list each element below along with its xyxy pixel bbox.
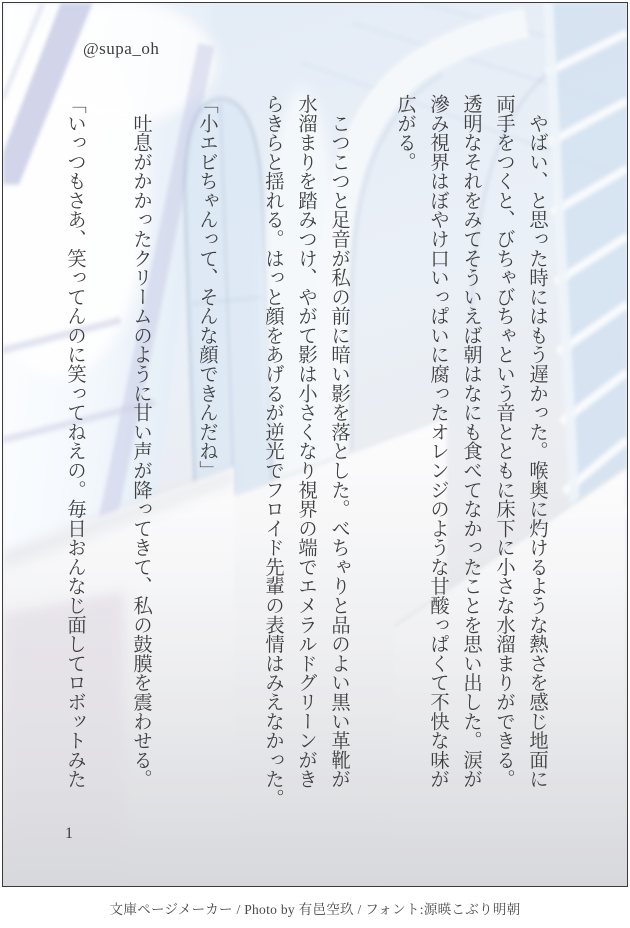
paragraph: 吐息がかかったクリームのように甘い声が降ってきて、私の鼓膜を震わせる。	[130, 94, 151, 789]
photo-frame	[2, 2, 628, 887]
paragraph: 「小エビちゃんって、そんな顔できんだね」	[196, 94, 217, 480]
body-text	[58, 94, 553, 887]
paragraph: やばい、と思った時にはもう遅かった。喉奥に灼けるような熱さを感じ地面に 両手をつくと、びちゃびちゃという音とともに床下に小さな水溜まりができる。 透明なそれをみてそういえば朝はなにも食べてなかったことを思い出した。涙が 滲み視界はぼやけ口いっぱいに腐ったオレンジのような甘酸っぱくて不快な味が 広がる。	[394, 94, 547, 789]
credit-line: 文庫ページメーカー / Photo by 有邑空玖 / フォント:源暎こぶり明朝	[0, 887, 630, 928]
page-number: 1	[65, 825, 73, 842]
author-handle: @supa_oh	[83, 39, 160, 58]
paragraph: 「いっつもさあ、笑ってんのに笑ってねえの。毎日おんなじ面してロボットみた	[64, 94, 85, 789]
paragraph: こつこつと足音が私の前に暗い影を落とした。べちゃりと品のよい黒い革靴が 水溜まりを踏みつけ、やがて影は小さくなり視界の端でエメラルドグリーンがき らきらと揺れる。はっと顔をあげるが逆光でフロイド先輩の表情はみえなかった。	[262, 94, 349, 808]
